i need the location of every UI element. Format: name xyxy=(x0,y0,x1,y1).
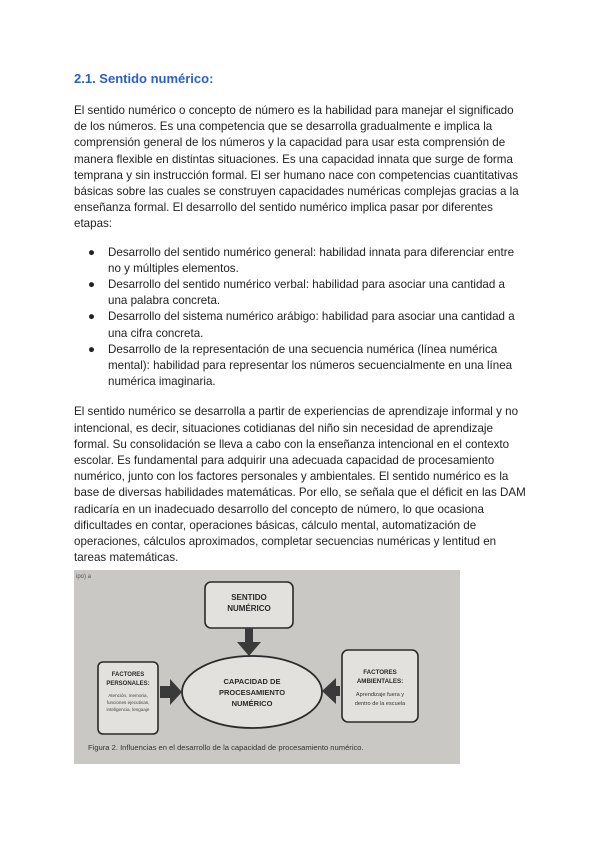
sentido-label-2: NUMÉRICO xyxy=(227,604,271,613)
left-arrow xyxy=(322,678,340,704)
figure-top-fragment: ipo) a xyxy=(76,574,92,580)
diagram-svg xyxy=(74,570,460,764)
ambientales-label-2: AMBIENTALES: xyxy=(356,678,404,685)
intro-paragraph: El sentido numérico o concepto de número es la habilidad para manejar el significado de los números. Es una competencia que se desarrolla gradualmente e implica la comprensión general de los números y la capacidad para usar esta comprensión de manera flexible en distintas situaciones. Es una capacidad innata que surge de forma temprana y sin instrucción formal. El ser humano nace con competencias cuantitativas básicas sobre las cuales se construyen capacidades numéricas complejas gracias a la enseñanza formal. El desarrollo del sentido numérico implica pasar por diferentes etapas: xyxy=(74,104,519,231)
stages-list xyxy=(74,245,526,391)
figure-caption: Figura 2. Influencias en el desarrollo de la capacidad de procesamiento numérico. xyxy=(88,743,364,752)
bullet-icon: ● xyxy=(88,342,96,356)
right-arrow xyxy=(160,679,182,705)
bullet-icon: ● xyxy=(88,310,96,324)
personales-detail-1: Atención, memoria, xyxy=(108,693,148,698)
bullet-icon: ● xyxy=(88,278,96,292)
center-label-1: CAPACIDAD DE xyxy=(223,677,281,686)
list-item: ● Desarrollo del sentido numérico verbal: habilidad para asociar una cantidad a una palabra concreta. xyxy=(88,278,506,308)
ambientales-label-1: FACTORES xyxy=(363,669,397,676)
list-item: ● Desarrollo de la representación de una secuencia numérica (línea numérica mental): habilidad para representar los números secuencialmente en una línea numérica imaginaria. xyxy=(88,342,513,389)
development-paragraph: El sentido numérico se desarrolla a partir de experiencias de aprendizaje informal y no intencional, es decir, situaciones cotidianas del niño sin necesidad de aprendizaje formal. Su consolidación se lleva a cabo con la enseñanza intencional en el contexto escolar. Es fundamental para adquirir una adecuada capacidad de procesamiento numérico, junto con los factores personales y ambientales. El sentido numérico es la base de diversas habilidades matemáticas. Por ello, se señala que el déficit en las DAM radicaría en un inadecuado desarrollo del concepto de número, lo que ocasiona dificultades en contar, operaciones básicas, cálculo mental, automatización de operaciones, cálculos aproximados, completar secuencias numéricas y lentitud en tareas matemáticas. xyxy=(74,405,526,565)
ambientales-detail-1: Aprendizaje fuera y xyxy=(355,692,405,698)
sentido-label-1: SENTIDO xyxy=(231,593,267,602)
personales-detail-2: funciones ejecutivas, xyxy=(106,700,150,705)
center-label-3: NUMÉRICO xyxy=(231,699,273,708)
factores-ambientales-box xyxy=(342,650,418,722)
personales-detail-3: inteligencia, lenguaje xyxy=(106,707,150,712)
section-heading: 2.1. Sentido numérico: xyxy=(74,71,214,86)
document-body xyxy=(74,70,526,578)
bullet-icon: ● xyxy=(88,245,96,259)
ambientales-detail-2: dentro de la escuela xyxy=(354,701,406,707)
personales-label-1: FACTORES xyxy=(111,672,145,678)
center-label-2: PROCESAMIENTO xyxy=(218,688,286,697)
list-item: ● Desarrollo del sentido numérico general: habilidad innata para diferenciar entre no y múltiples elementos. xyxy=(88,245,515,275)
figure-diagram xyxy=(74,570,460,764)
down-arrow xyxy=(237,628,261,656)
personales-label-2: PERSONALES: xyxy=(106,681,150,687)
list-item: ● Desarrollo del sistema numérico arábigo: habilidad para asociar una cantidad a una cifra concreta. xyxy=(88,310,515,340)
